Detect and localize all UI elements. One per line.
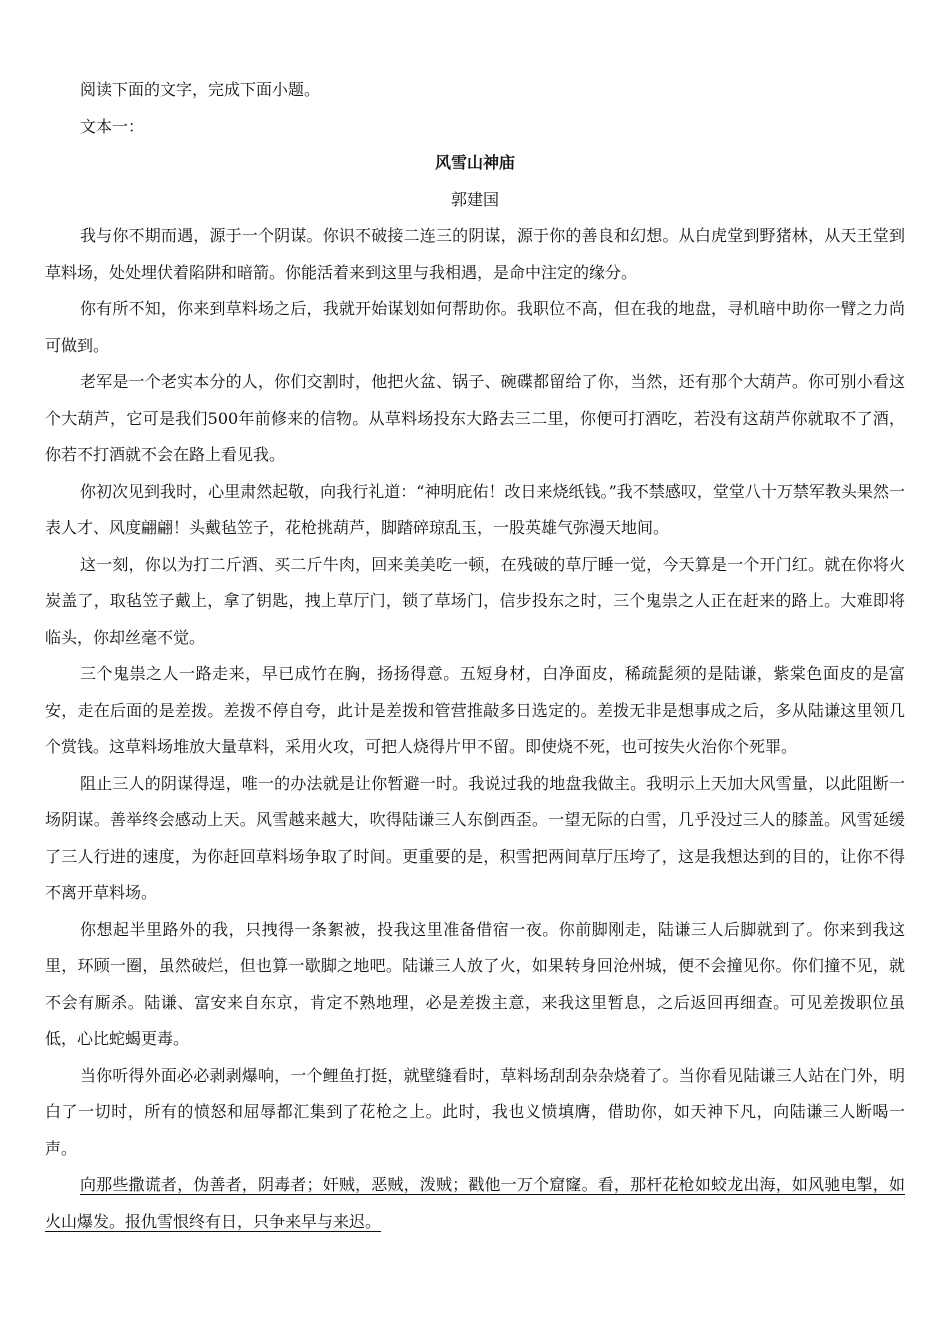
paragraph-2: 你有所不知，你来到草料场之后，我就开始谋划如何帮助你。我职位不高，但在我的地盘，寻机暗中助你一臂之力尚可做到。 xyxy=(45,299,905,355)
article-title: 风雪山神庙 xyxy=(434,153,515,172)
paragraph-4: 你初次见到我时，心里肃然起敬，向我行礼道：“神明庇佑！改日来烧纸钱。”我不禁感叹，堂堂八十万禁军教头果然一表人才、风度翩翩！头戴毡笠子，花枪挑葫芦，脚踏碎琼乱玉，一股英雄气弥漫天地间。 xyxy=(45,481,905,537)
document-page xyxy=(45,72,905,1240)
paragraph-5: 这一刻，你以为打二斤酒、买二斤牛肉，回来美美吃一顿，在残破的草厅睡一觉，今天算是一个开门红。就在你将火炭盖了，取毡笠子戴上，拿了钥匙，拽上草厅门，锁了草场门，信步投东之时，三个鬼祟之人正在赶来的路上。大难即将临头，你却丝毫不觉。 xyxy=(45,554,905,647)
paragraph-6: 三个鬼祟之人一路走来，早已成竹在胸，扬扬得意。五短身材，白净面皮，稀疏髭须的是陆谦，紫棠色面皮的是富安，走在后面的是差拨。差拨不停自夸，此计是差拨和管营推敲多日选定的。差拨无非是想事成之后，多从陆谦这里领几个赏钱。这草料场堆放大量草料，采用火攻，可把人烧得片甲不留。即使烧不死，也可按失火治你个死罪。 xyxy=(45,664,905,756)
instruction-text: 阅读下面的文字，完成下面小题。 xyxy=(80,80,321,99)
article-author: 郭建国 xyxy=(450,189,499,209)
paragraph-8: 你想起半里路外的我，只拽得一条絮被，投我这里准备借宿一夜。你前脚刚走，陆谦三人后脚就到了。你来到我这里，环顾一圈，虽然破烂，但也算一歇脚之地吧。陆谦三人放了火，如果转身回沧州城，便不会撞见你。你们撞不见，就不会有厮杀。陆谦、富安来自东京，肯定不熟地理，必是差拨主意，来我这里暂息，之后返回再细查。可见差拨职位虽低，心比蛇蝎更毒。 xyxy=(45,919,905,1048)
paragraph-1: 我与你不期而遇，源于一个阴谋。你识不破接二连三的阴谋，源于你的善良和幻想。从白虎堂到野猪林，从天王堂到草料场，处处埋伏着陷阱和暗箭。你能活着来到这里与我相遇，是命中注定的缘分。 xyxy=(45,226,905,282)
paragraph-underlined: 向那些撒谎者，伪善者，阴毒者；奸贼，恶贼，泼贼；戳他一万个窟窿。看，那杆花枪如蛟龙出海，如风驰电掣，如火山爆发。报仇雪恨终有日，只争来早与来迟。 xyxy=(45,1175,905,1231)
paragraph-3: 老军是一个老实本分的人，你们交割时，他把火盆、锅子、碗碟都留给了你，当然，还有那个大葫芦。你可别小看这个大葫芦，它可是我们500年前修来的信物。从草料场投东大路去三二里，你便可打酒吃，若没有这葫芦你就取不了酒，你若不打酒就不会在路上看见我。 xyxy=(45,372,905,464)
section-label: 文本一： xyxy=(80,116,145,136)
paragraph-9: 当你听得外面必必剥剥爆响，一个鲤鱼打挺，就壁缝看时，草料场刮刮杂杂烧着了。当你看见陆谦三人站在门外，明白了一切时，所有的愤怒和屈辱都汇集到了花枪之上。此时，我也义愤填膺，借助你，如天神下凡，向陆谦三人断喝一声。 xyxy=(45,1065,905,1158)
paragraph-7: 阻止三人的阴谋得逞，唯一的办法就是让你暂避一时。我说过我的地盘我做主。我明示上天加大风雪量，以此阻断一场阴谋。善举终会感动上天。风雪越来越大，吹得陆谦三人东倒西歪。一望无际的白雪，几乎没过三人的膝盖。风雪延缓了三人行进的速度，为你赶回草料场争取了时间。更重要的是，积雪把两间草厅压垮了，这是我想达到的目的，让你不得不离开草料场。 xyxy=(45,773,905,902)
